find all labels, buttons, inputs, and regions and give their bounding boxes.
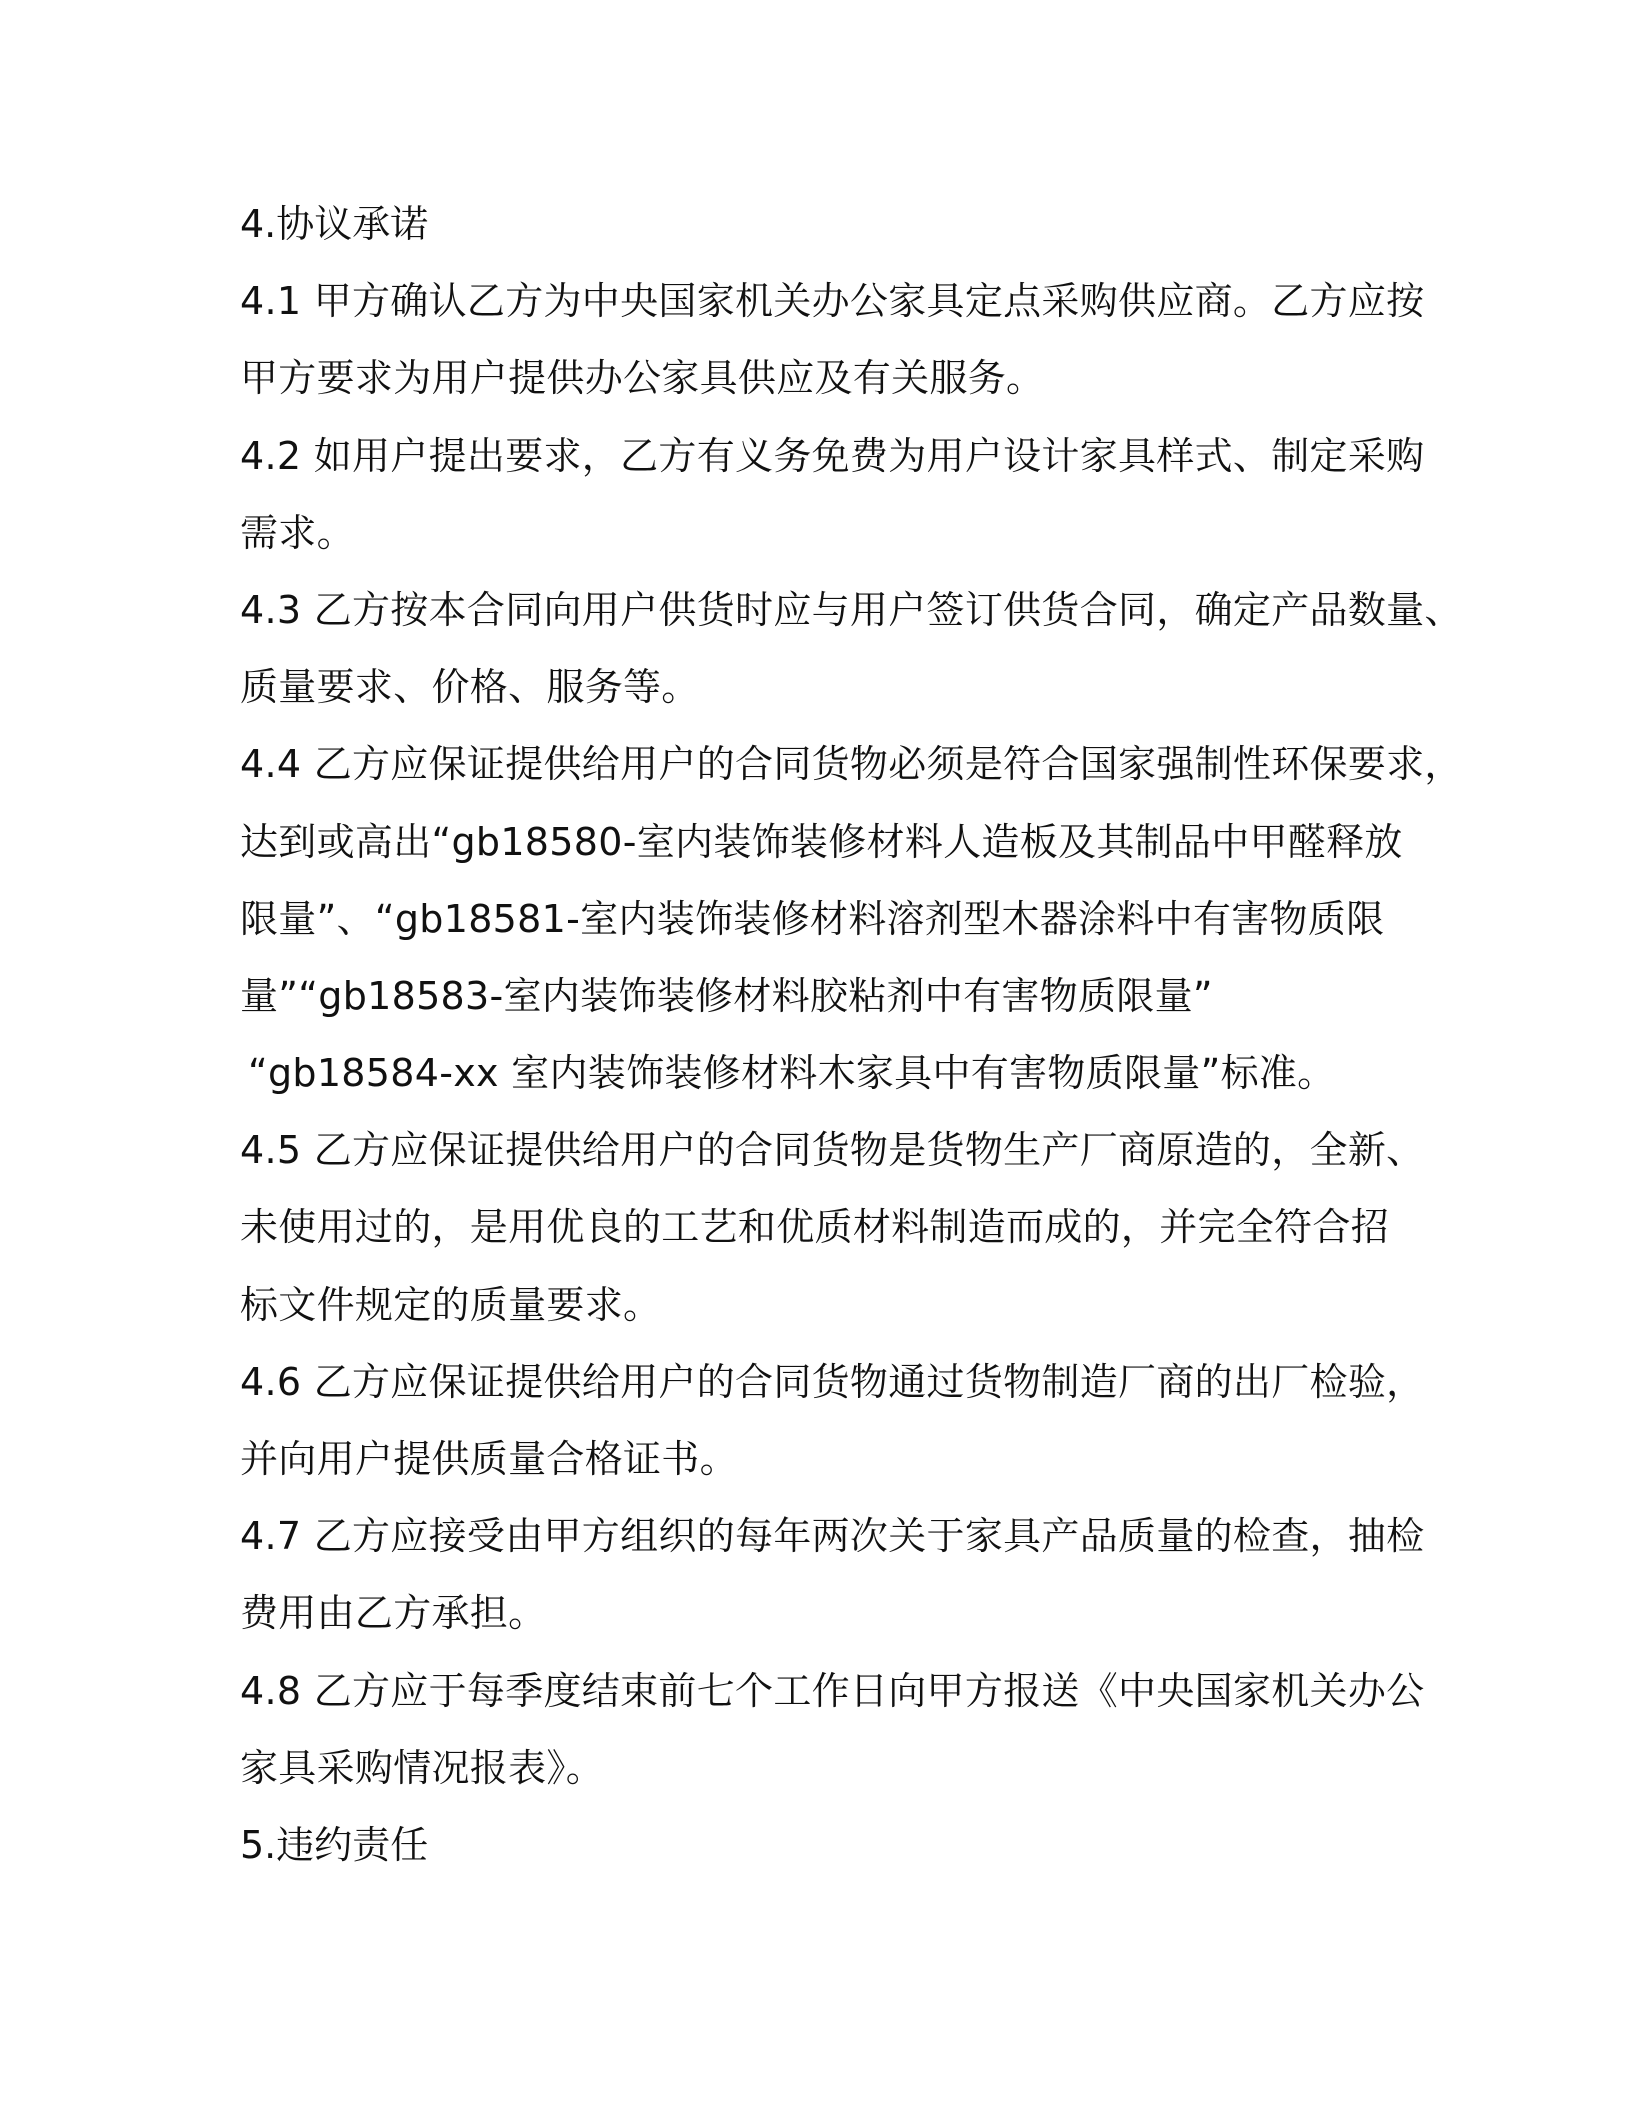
clause-line: 费用由乙方承担。 — [240, 1591, 547, 1636]
clause-line: 达到或高出“gb18580-室内装饰装修材料人造板及其制品中甲醛释放 — [240, 819, 1403, 864]
clause-line: 未使用过的，是用优良的工艺和优质材料制造而成的，并完全符合招 — [240, 1205, 1390, 1250]
clause-line: 家具采购情况报表》。 — [240, 1745, 605, 1790]
clause-line: 甲方要求为用户提供办公家具供应及有关服务。 — [240, 356, 1045, 401]
clause-line: 4.7 乙方应接受由甲方组织的每年两次关于家具产品质量的检查，抽检 — [240, 1514, 1425, 1559]
document-body — [240, 186, 1463, 1884]
clause-line: 4.8 乙方应于每季度结束前七个工作日向甲方报送《中央国家机关办公 — [240, 1668, 1425, 1713]
section-heading: 4.协议承诺 — [240, 202, 429, 246]
clause-line: 限量”、“gb18581-室内装饰装修材料溶剂型木器涂料中有害物质限 — [240, 896, 1385, 941]
clause-line: 4.1 甲方确认乙方为中央国家机关办公家具定点采购供应商。乙方应按 — [240, 279, 1425, 324]
clause-line: 4.6 乙方应保证提供给用户的合同货物通过货物制造厂商的出厂检验， — [240, 1359, 1425, 1404]
clause-line: 4.4 乙方应保证提供给用户的合同货物必须是符合国家强制性环保要求， — [240, 742, 1463, 787]
clause-line: 并向用户提供质量合格证书。 — [240, 1437, 738, 1481]
clause-line: 质量要求、价格、服务等。 — [240, 665, 700, 710]
clause-line: 量”“gb18583-室内装饰装修材料胶粘剂中有害物质限量” — [240, 973, 1213, 1018]
clause-line: 标文件规定的质量要求。 — [240, 1282, 662, 1327]
section-heading: 5.违约责任 — [240, 1822, 429, 1867]
clause-line: 需求。 — [240, 510, 355, 555]
clause-line: 4.5 乙方应保证提供给用户的合同货物是货物生产厂商原造的，全新、 — [240, 1128, 1425, 1173]
clause-line: “gb18584-xx 室内装饰装修材料木家具中有害物质限量”标准。 — [248, 1051, 1336, 1096]
clause-line: 4.2 如用户提出要求，乙方有义务免费为用户设计家具样式、制定采购 — [240, 433, 1425, 478]
clause-line: 4.3 乙方按本合同向用户供货时应与用户签订供货合同，确定产品数量、 — [240, 587, 1463, 632]
